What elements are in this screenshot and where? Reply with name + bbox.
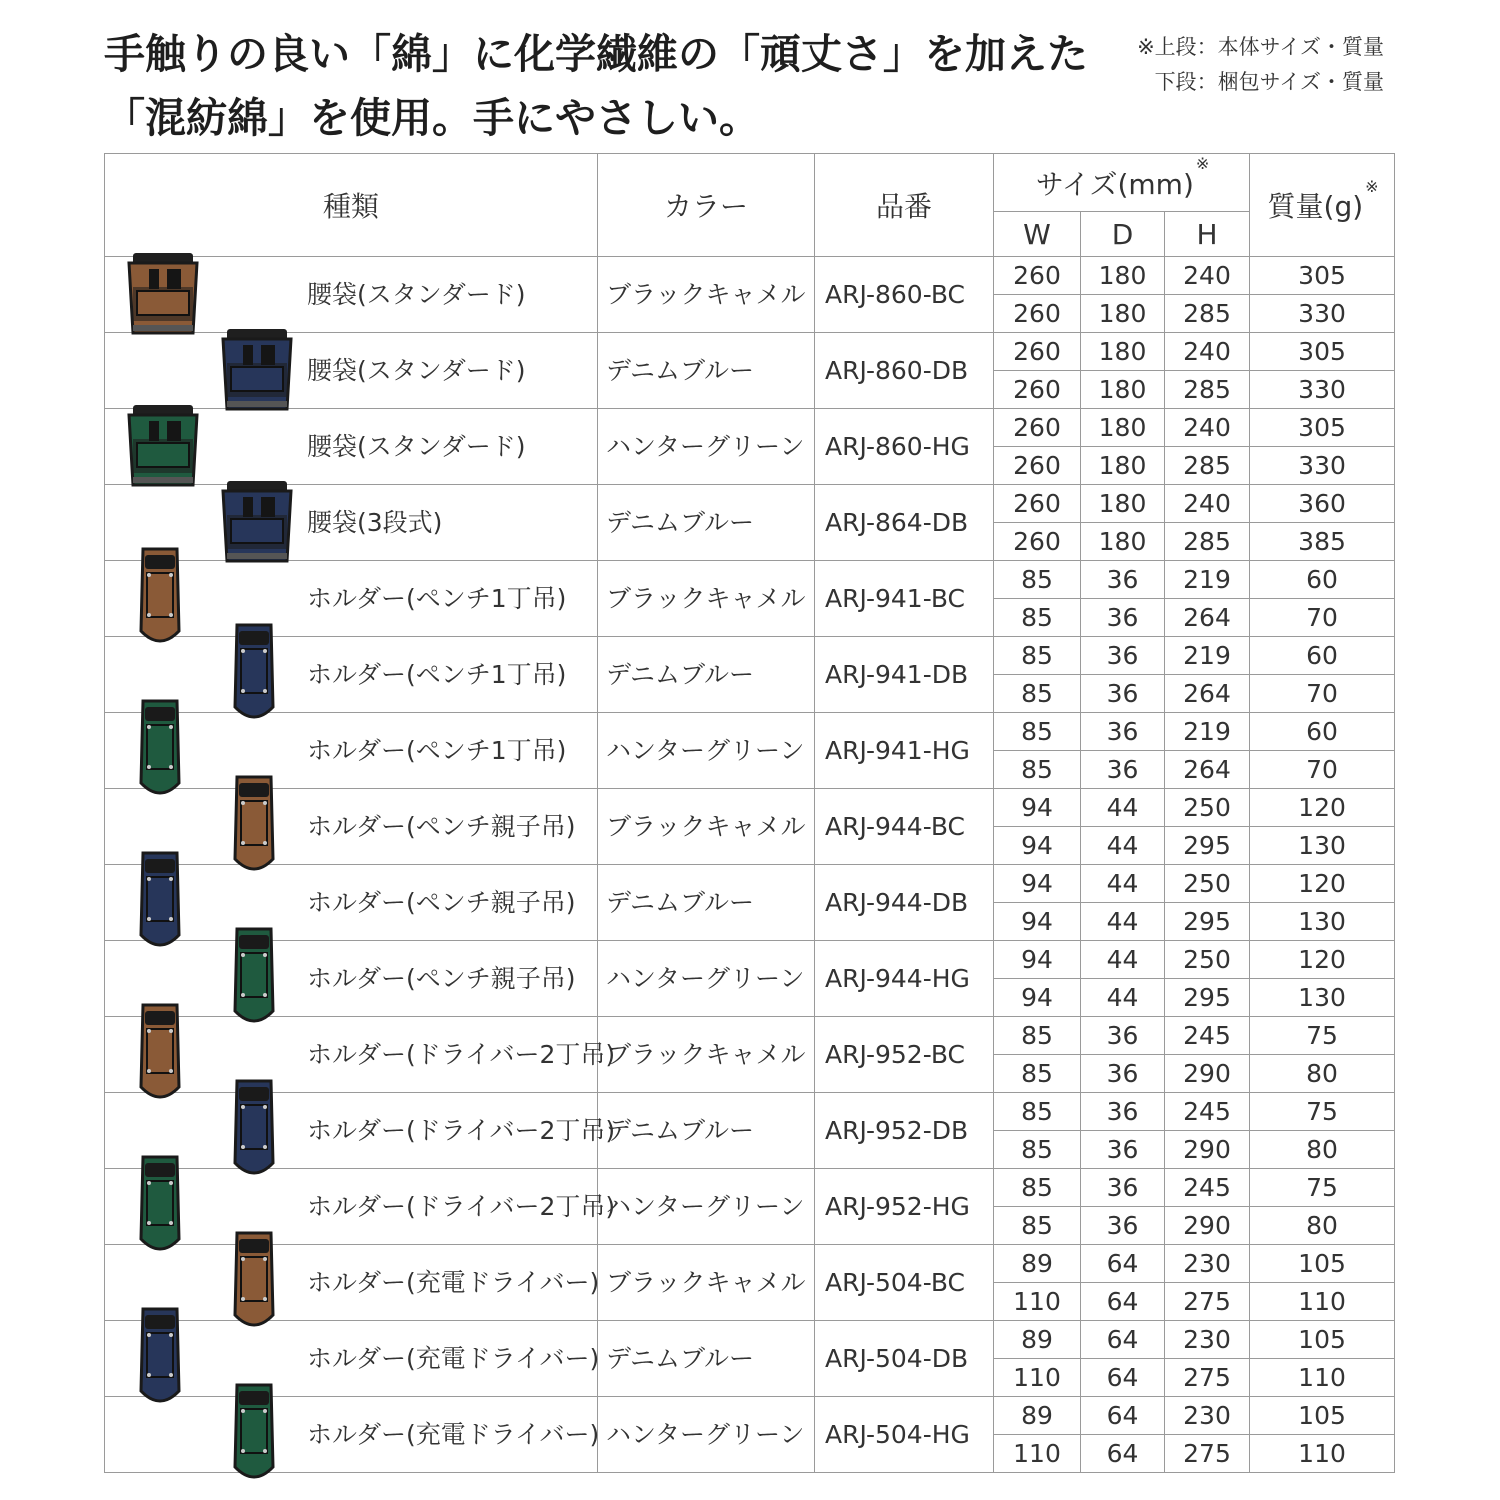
body-mass-cell: 75 [1250,1169,1395,1207]
pack-mass-cell: 80 [1250,1131,1395,1169]
type-cell [105,637,598,713]
table-row [105,637,1395,675]
pack-height-cell: 264 [1165,675,1250,713]
pack-height-cell: 290 [1165,1207,1250,1245]
pack-height-cell: 264 [1165,599,1250,637]
pack-width-cell: 260 [994,447,1081,485]
color-cell: ハンターグリーン [598,409,815,485]
color-cell: デニムブルー [598,485,815,561]
note-line-1: ※上段：本体サイズ・質量 [1137,35,1384,59]
body-mass-cell: 305 [1250,333,1395,371]
pack-depth-cell: 64 [1081,1283,1165,1321]
pack-mass-cell: 130 [1250,827,1395,865]
pack-width-cell: 85 [994,1207,1081,1245]
type-cell [105,1017,616,1093]
color-cell: デニムブルー [598,1321,815,1397]
body-depth-cell: 64 [1081,1397,1165,1435]
pack-depth-cell: 36 [1081,1207,1165,1245]
part-number-cell: ARJ-952-BC [815,1017,994,1093]
pack-width-cell: 260 [994,371,1081,409]
color-cell: デニムブルー [598,333,815,409]
type-cell [105,1245,598,1321]
type-label: 腰袋(スタンダード) [307,355,526,385]
header-number: 品番 [815,154,994,257]
size-notes [1137,30,1384,100]
type-label: 腰袋(スタンダード) [307,431,526,461]
type-cell [105,257,598,333]
pack-height-cell: 285 [1165,295,1250,333]
type-label: ホルダー(充電ドライバー) [307,1343,600,1373]
pack-depth-cell: 36 [1081,599,1165,637]
type-label: ホルダー(ペンチ1丁吊) [307,659,567,689]
spec-table-body [105,257,1395,1473]
pack-mass-cell: 110 [1250,1283,1395,1321]
body-mass-cell: 75 [1250,1093,1395,1131]
type-cell [105,1321,598,1397]
pack-mass-cell: 80 [1250,1207,1395,1245]
pack-mass-cell: 330 [1250,447,1395,485]
type-cell [105,941,598,1017]
body-depth-cell: 44 [1081,789,1165,827]
type-label: 腰袋(3段式) [307,507,443,537]
table-row [105,1017,1395,1055]
body-height-cell: 219 [1165,713,1250,751]
body-mass-cell: 60 [1250,637,1395,675]
body-depth-cell: 36 [1081,1093,1165,1131]
type-cell [105,561,598,637]
body-mass-cell: 75 [1250,1017,1395,1055]
type-cell [105,1093,616,1169]
part-number-cell: ARJ-944-HG [815,941,994,1017]
header-d: D [1081,212,1165,257]
body-depth-cell: 44 [1081,865,1165,903]
body-width-cell: 89 [994,1397,1081,1435]
body-depth-cell: 36 [1081,561,1165,599]
pack-width-cell: 85 [994,751,1081,789]
body-mass-cell: 105 [1250,1397,1395,1435]
type-cell [105,713,598,789]
table-row [105,865,1395,903]
type-label: ホルダー(ペンチ1丁吊) [307,583,567,613]
body-height-cell: 245 [1165,1093,1250,1131]
pack-height-cell: 290 [1165,1131,1250,1169]
body-width-cell: 260 [994,485,1081,523]
tool-pouch-icon [217,479,297,567]
color-cell: ブラックキャメル [598,257,815,333]
header-color: カラー [598,154,815,257]
type-label: 腰袋(スタンダード) [307,279,526,309]
color-cell: ブラックキャメル [598,561,815,637]
body-height-cell: 219 [1165,637,1250,675]
body-depth-cell: 36 [1081,1169,1165,1207]
body-width-cell: 89 [994,1245,1081,1283]
pack-height-cell: 285 [1165,371,1250,409]
body-width-cell: 85 [994,561,1081,599]
pack-height-cell: 285 [1165,447,1250,485]
color-cell: デニムブルー [598,1093,815,1169]
tool-pouch-icon [123,251,203,339]
tool-pouch-icon [123,403,203,491]
body-width-cell: 85 [994,637,1081,675]
body-width-cell: 94 [994,941,1081,979]
body-mass-cell: 305 [1250,409,1395,447]
table-row [105,1245,1395,1283]
table-row [105,1397,1395,1435]
pack-width-cell: 110 [994,1283,1081,1321]
body-mass-cell: 305 [1250,257,1395,295]
pack-height-cell: 285 [1165,523,1250,561]
pack-height-cell: 295 [1165,979,1250,1017]
body-depth-cell: 180 [1081,257,1165,295]
headline-line-1: 手触りの良い「綿」に化学繊維の「頑丈さ」を加えた [104,30,1088,78]
pack-height-cell: 295 [1165,827,1250,865]
pack-depth-cell: 64 [1081,1435,1165,1473]
body-height-cell: 240 [1165,409,1250,447]
part-number-cell: ARJ-860-HG [815,409,994,485]
body-height-cell: 240 [1165,485,1250,523]
tool-holder-icon [229,1381,279,1489]
pack-depth-cell: 44 [1081,903,1165,941]
body-width-cell: 94 [994,865,1081,903]
header-size [994,154,1250,212]
type-label: ホルダー(ドライバー2丁吊) [307,1039,616,1069]
type-cell [105,485,598,561]
tool-pouch-icon [217,327,297,415]
header-h: H [1165,212,1250,257]
type-label: ホルダー(充電ドライバー) [307,1419,600,1449]
body-depth-cell: 44 [1081,941,1165,979]
part-number-cell: ARJ-504-DB [815,1321,994,1397]
type-label: ホルダー(ペンチ親子吊) [307,963,576,993]
body-height-cell: 250 [1165,789,1250,827]
pack-depth-cell: 180 [1081,447,1165,485]
body-depth-cell: 180 [1081,485,1165,523]
table-row [105,1321,1395,1359]
part-number-cell: ARJ-944-DB [815,865,994,941]
pack-width-cell: 110 [994,1359,1081,1397]
table-row [105,1169,1395,1207]
color-cell: ブラックキャメル [598,789,815,865]
pack-width-cell: 94 [994,979,1081,1017]
table-row [105,561,1395,599]
pack-depth-cell: 64 [1081,1359,1165,1397]
part-number-cell: ARJ-860-DB [815,333,994,409]
type-cell [105,333,598,409]
table-row [105,409,1395,447]
part-number-cell: ARJ-864-DB [815,485,994,561]
header-size-label: サイズ(mm) [1035,167,1194,201]
pack-mass-cell: 70 [1250,675,1395,713]
part-number-cell: ARJ-941-DB [815,637,994,713]
body-width-cell: 260 [994,409,1081,447]
body-height-cell: 219 [1165,561,1250,599]
pack-depth-cell: 180 [1081,295,1165,333]
pack-height-cell: 290 [1165,1055,1250,1093]
body-width-cell: 85 [994,1169,1081,1207]
pack-height-cell: 275 [1165,1435,1250,1473]
pack-width-cell: 260 [994,523,1081,561]
pack-mass-cell: 130 [1250,979,1395,1017]
pack-height-cell: 275 [1165,1283,1250,1321]
pack-depth-cell: 36 [1081,1055,1165,1093]
type-label: ホルダー(ドライバー2丁吊) [307,1115,616,1145]
body-height-cell: 240 [1165,333,1250,371]
body-height-cell: 245 [1165,1169,1250,1207]
body-height-cell: 250 [1165,865,1250,903]
body-mass-cell: 105 [1250,1245,1395,1283]
color-cell: ハンターグリーン [598,941,815,1017]
pack-mass-cell: 80 [1250,1055,1395,1093]
body-depth-cell: 64 [1081,1245,1165,1283]
table-row [105,333,1395,371]
table-row [105,485,1395,523]
pack-width-cell: 94 [994,903,1081,941]
body-height-cell: 230 [1165,1397,1250,1435]
pack-width-cell: 94 [994,827,1081,865]
header-type: 種類 [105,154,598,257]
header-w: W [994,212,1081,257]
body-mass-cell: 360 [1250,485,1395,523]
part-number-cell: ARJ-504-BC [815,1245,994,1321]
part-number-cell: ARJ-860-BC [815,257,994,333]
pack-depth-cell: 36 [1081,675,1165,713]
body-depth-cell: 180 [1081,409,1165,447]
headline [104,22,1104,150]
body-mass-cell: 105 [1250,1321,1395,1359]
spec-table [104,153,1395,1473]
type-cell [105,409,598,485]
part-number-cell: ARJ-944-BC [815,789,994,865]
pack-depth-cell: 44 [1081,827,1165,865]
body-mass-cell: 120 [1250,789,1395,827]
table-row [105,713,1395,751]
pack-width-cell: 85 [994,1131,1081,1169]
pack-mass-cell: 70 [1250,751,1395,789]
body-height-cell: 245 [1165,1017,1250,1055]
pack-mass-cell: 130 [1250,903,1395,941]
type-label: ホルダー(ドライバー2丁吊) [307,1191,616,1221]
body-width-cell: 85 [994,1093,1081,1131]
body-depth-cell: 180 [1081,333,1165,371]
type-label: ホルダー(ペンチ親子吊) [307,887,576,917]
pack-width-cell: 110 [994,1435,1081,1473]
pack-depth-cell: 36 [1081,1131,1165,1169]
header-size-mark: ※ [1195,154,1210,174]
type-cell [105,1169,616,1245]
body-height-cell: 230 [1165,1245,1250,1283]
table-row [105,789,1395,827]
table-row [105,257,1395,295]
body-mass-cell: 120 [1250,941,1395,979]
pack-mass-cell: 330 [1250,295,1395,333]
body-width-cell: 85 [994,1017,1081,1055]
body-height-cell: 230 [1165,1321,1250,1359]
pack-depth-cell: 36 [1081,751,1165,789]
color-cell: ハンターグリーン [598,1169,815,1245]
body-mass-cell: 60 [1250,561,1395,599]
pack-depth-cell: 44 [1081,979,1165,1017]
pack-height-cell: 295 [1165,903,1250,941]
pack-height-cell: 275 [1165,1359,1250,1397]
pack-mass-cell: 330 [1250,371,1395,409]
header-mass [1250,154,1395,257]
type-label: ホルダー(ペンチ親子吊) [307,811,576,841]
pack-depth-cell: 180 [1081,523,1165,561]
body-height-cell: 250 [1165,941,1250,979]
part-number-cell: ARJ-504-HG [815,1397,994,1473]
body-height-cell: 240 [1165,257,1250,295]
body-width-cell: 89 [994,1321,1081,1359]
color-cell: デニムブルー [598,865,815,941]
headline-line-2: 「混紡綿」を使用。手にやさしい。 [104,94,760,142]
pack-width-cell: 260 [994,295,1081,333]
type-label: ホルダー(充電ドライバー) [307,1267,600,1297]
color-cell: デニムブルー [598,637,815,713]
note-line-2: 下段：梱包サイズ・質量 [1154,70,1384,94]
color-cell: ハンターグリーン [598,713,815,789]
body-depth-cell: 36 [1081,713,1165,751]
body-depth-cell: 36 [1081,1017,1165,1055]
body-mass-cell: 60 [1250,713,1395,751]
body-width-cell: 85 [994,713,1081,751]
body-width-cell: 260 [994,333,1081,371]
type-label: ホルダー(ペンチ1丁吊) [307,735,567,765]
body-depth-cell: 64 [1081,1321,1165,1359]
body-mass-cell: 120 [1250,865,1395,903]
header-mass-mark: ※ [1365,176,1379,196]
pack-width-cell: 85 [994,675,1081,713]
body-width-cell: 94 [994,789,1081,827]
part-number-cell: ARJ-952-HG [815,1169,994,1245]
pack-mass-cell: 110 [1250,1435,1395,1473]
part-number-cell: ARJ-941-HG [815,713,994,789]
part-number-cell: ARJ-952-DB [815,1093,994,1169]
type-cell [105,1397,598,1473]
table-row [105,1093,1395,1131]
pack-depth-cell: 180 [1081,371,1165,409]
pack-width-cell: 85 [994,1055,1081,1093]
color-cell: ブラックキャメル [598,1017,815,1093]
color-cell: ハンターグリーン [598,1397,815,1473]
body-depth-cell: 36 [1081,637,1165,675]
type-cell [105,789,598,865]
table-row [105,941,1395,979]
header-mass-label: 質量(g) [1267,190,1364,223]
type-cell [105,865,598,941]
pack-mass-cell: 70 [1250,599,1395,637]
body-width-cell: 260 [994,257,1081,295]
pack-height-cell: 264 [1165,751,1250,789]
color-cell: ブラックキャメル [598,1245,815,1321]
pack-width-cell: 85 [994,599,1081,637]
pack-mass-cell: 110 [1250,1359,1395,1397]
part-number-cell: ARJ-941-BC [815,561,994,637]
pack-mass-cell: 385 [1250,523,1395,561]
